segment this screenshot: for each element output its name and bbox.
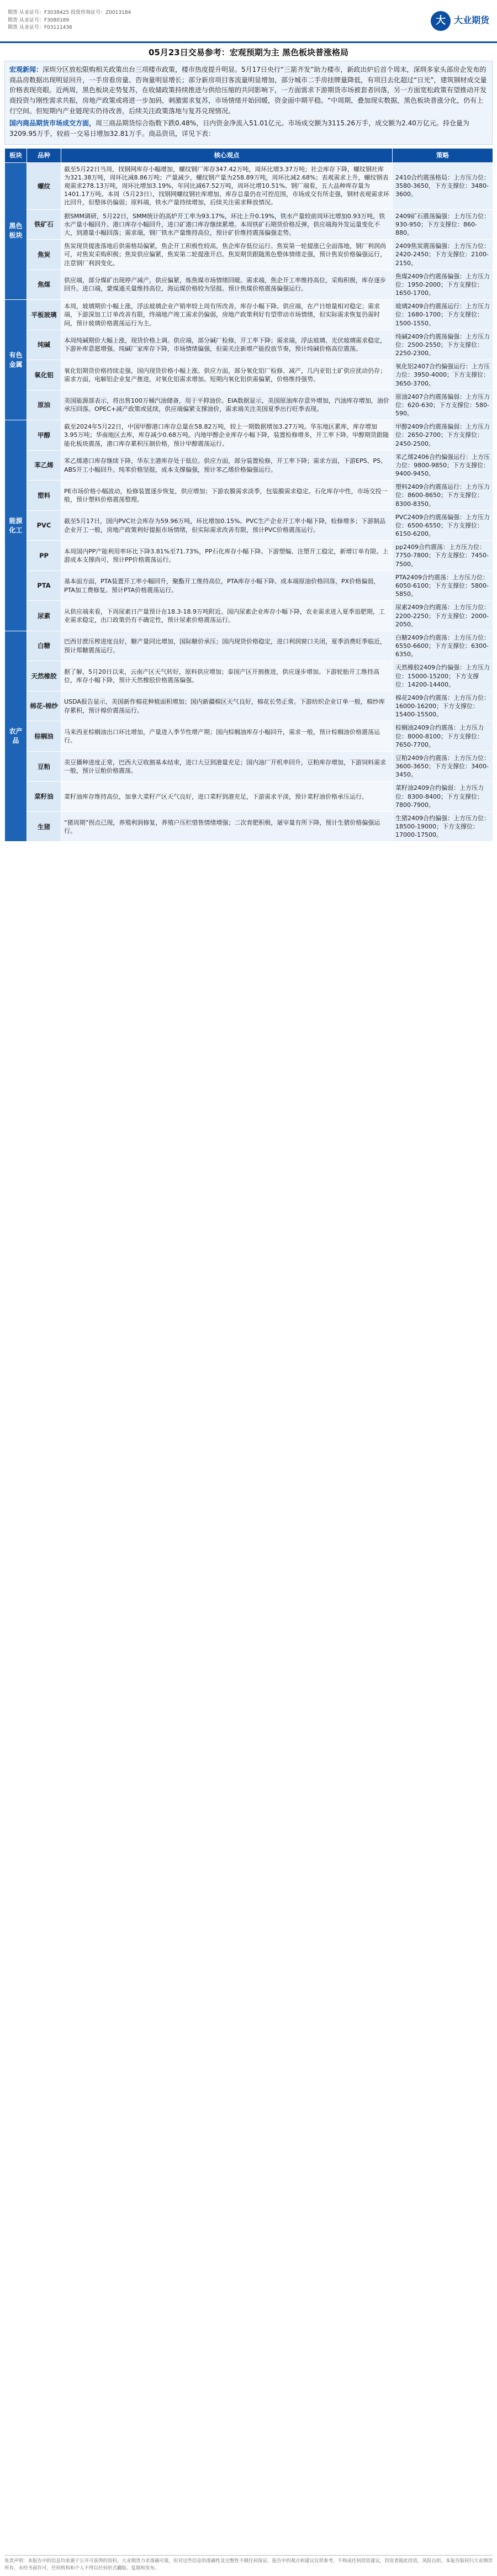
item-cell: 螺纹	[27, 162, 61, 209]
header-strategy: 策略	[393, 149, 493, 162]
item-cell: PP	[27, 541, 61, 571]
view-cell: 截至5月22日当周，找钢网库存小幅增加，螺纹钢厂库存347.42万吨，周环比增3.37万吨；社会库存下降，螺纹钢社库为321.38万吨，周环比减8.86万吨；产量减少，螺纹钢产量为258.89万吨，周环比减2.68%；表观需求上升，螺纹钢表观需求278.13万吨，周环比增加3.19%，年同比减67.52万吨，周环比增10.51%。钢厂端看，五大品种库存量为1401.17万吨。本周（5月23日），找钢网螺纹钢社库增加，库存总量仍在可控范围，市场成交有所走强，钢材表观需求环比回升，但整体仍偏弱；原料端，铁水产量持续增加，后续关注需求释放情况。	[61, 162, 393, 209]
strategy-cell: 塑料2409合约震荡运行：上方压力位：8600-8650；下方支撑位：8300-8350。	[393, 481, 493, 511]
view-cell: 据了解，5月20日以来，云南产区天气转好，原料供应增加；泰国产区开割推进，供应逐步增加。下游轮胎开工维持高位，库存小幅下降，预计天然橡胶价格震荡偏强。	[61, 661, 393, 691]
strategy-cell: 2409矿石震荡偏强：上方压力位：930-950；下方支撑位：860-880。	[393, 209, 493, 240]
view-cell: 巴西甘蔗压榨进度良好，糖产量同比增加，国际糖价承压；国内现货价格稳定，进口利润窗口关闭，夏季消费旺季临近，预计郑糖震荡运行。	[61, 631, 393, 661]
item-cell: 铁矿石	[27, 209, 61, 240]
table-row	[5, 721, 493, 752]
summary-macro-label: 宏观新闻：	[9, 66, 43, 74]
view-cell: 本周，玻璃期价小幅上涨，浮法玻璃企业产销率较上周有所改善，库存小幅下降。供应端，在产日熔量相对稳定；需求端，下游深加工订单改善有限，终端地产竣工需求仍偏弱，房地产政策利好有望带动市场情绪，但实际需求恢复仍需时间，预计玻璃价格震荡运行为主。	[61, 300, 393, 330]
strategy-cell: 菜籽油2409合约偏弱：上方压力位：8300-8400；下方支撑位：7800-7900。	[393, 782, 493, 812]
sector-cell: 有色金属	[5, 300, 27, 420]
view-cell: 氧化铝期货价格持续走强，国内现货价格小幅上涨。供应方面，部分氧化铝厂检修、减产，几内亚铝土矿供应扰动仍存；需求方面，电解铝企业复产推进，对氧化铝需求增加。短期内氧化铝供需偏紧，价格维持强势。	[61, 360, 393, 390]
item-cell: 甲醇	[27, 420, 61, 451]
view-cell: 本周国内PP产能利用率环比下降3.81%至71.73%，PP石化库存小幅下降。下游塑编、注塑开工稳定，新增订单有限。上游成本支撑尚可，预计PP价格震荡运行。	[61, 541, 393, 571]
summary-macro-news	[9, 65, 488, 116]
macro-summary	[4, 61, 493, 145]
sector-cell: 农产品	[5, 631, 27, 842]
table-row	[5, 162, 493, 209]
item-cell: 纯碱	[27, 330, 61, 360]
table-row	[5, 360, 493, 390]
header-sector: 板块	[5, 149, 27, 162]
item-cell: 氧化铝	[27, 360, 61, 390]
item-cell: 原油	[27, 390, 61, 420]
view-cell: USDA报告显示，美国新作棉花种植面积增加；国内新疆棉区天气良好，棉花长势正常。下游纺织企业订单一般，棉纱库存累积，预计棉价震荡运行。	[61, 691, 393, 721]
item-cell: PTA	[27, 571, 61, 601]
strategy-cell: 白糖2409合约震荡：上方压力位：6550-6600；下方支撑位：6300-6350。	[393, 631, 493, 661]
view-cell: 据SMM调研，5月22日，SMM统计的高炉开工率为93.17%，环比上升0.19%，铁水产量较前周环比增加0.93万吨，铁水产量小幅回升。港口库存小幅回升，进口矿港口库存继续累增。本周铁矿石期货价格反弹，供应端海外发运量变化不大，到港量小幅回落；需求端，钢厂铁水产量维持高位，预计矿价维持震荡偏强走势。	[61, 209, 393, 240]
table-row	[5, 330, 493, 360]
company-logo	[431, 11, 489, 31]
item-cell: 生猪	[27, 811, 61, 842]
view-cell: 美国能源部表示，将出售100万桶汽油储备，用于平抑油价。EIA数据显示，美国原油库存意外增加，汽油库存增加，油价承压回落。OPEC+减产政策或延续，供应端偏紧支撑油价，需求端关注美国夏季出行旺季表现。	[61, 390, 393, 420]
item-cell: 棉花-棉纱	[27, 691, 61, 721]
table-row	[5, 510, 493, 541]
view-cell: “猪周期”拐点已现，养殖利润修复，养殖户压栏惜售情绪增强；二次育肥积极，屠宰量有所下降，预计生猪价格偏强运行。	[61, 811, 393, 842]
item-cell: 菜籽油	[27, 782, 61, 812]
strategy-cell: 天然橡胶2409合约偏强：上方压力位：15000-15200；下方支撑位：14200-14400。	[393, 661, 493, 691]
header-view: 核心观点	[61, 149, 393, 162]
report-header	[0, 0, 497, 43]
item-cell: 塑料	[27, 481, 61, 511]
strategy-cell: 棕榈油2409合约震荡：上方压力位：8000-8100；下方支撑位：7650-7700。	[393, 721, 493, 752]
view-cell: 供应端，部分煤矿出现停产减产，供应偏紧，炼焦煤市场情绪回暖。需求端，焦企开工率维持高位，采购积极，库存逐步回升。进口端，蒙煤通关量维持高位，海运煤价格较为坚挺。预计焦煤价格震荡偏强运行。	[61, 270, 393, 300]
item-cell: 焦煤	[27, 270, 61, 300]
credential-line-1: 期货 从业证号：F3038425 投资咨询证号：Z0013184	[8, 10, 131, 16]
strategy-cell: 2410合约震荡格局：上方压力位：3580-3650，下方支撑位：3480-3600。	[393, 162, 493, 209]
strategy-cell: 豆粕2409合约震荡：上方压力位：3600-3650；下方支撑位：3400-3450。	[393, 751, 493, 782]
strategy-cell: 原油2407合约震荡偏弱：上方压力位：620-630；下方支撑位：580-590。	[393, 390, 493, 420]
table-header-row	[5, 149, 493, 162]
table-row	[5, 661, 493, 691]
strategy-cell: 纯碱2409合约震荡偏强：上方压力位：2500-2550；下方支撑位：2250-2300。	[393, 330, 493, 360]
table-row	[5, 240, 493, 270]
disclaimer: 免责声明：本报告中的信息均来源于公开可获得的资料，大业期货力求准确可靠，但对这些信息的准确性及完整性不做任何保证。报告中的观点和建议仅供参考，不构成任何投资建议，投资者据此投资，风险自担。本报告版权归大业期货所有，未经书面许可，任何机构和个人不得以任何形式翻版、复制和发布。	[4, 2555, 493, 2572]
logo-icon: 大	[431, 11, 451, 31]
table-row	[5, 390, 493, 420]
credential-line-2: 期货 从业证号：F3080189	[8, 17, 70, 23]
view-cell: PE市场价格小幅波动，检修装置逐步恢复，供应增加；下游农膜需求淡季，包装膜需求稳定。石化库存中性，市场交投一般，预计塑料价格震荡整理。	[61, 481, 393, 511]
view-cell: 截至5月17日，国内PVC社会库存为59.96万吨，环比增加0.15%。PVC生产企业开工率小幅下降，检修增多；下游制品企业开工一般，房地产政策利好提振市场情绪，但实际需求改善有限，预计PVC价格震荡运行。	[61, 510, 393, 541]
table-row	[5, 209, 493, 240]
table-row	[5, 270, 493, 300]
summary-market-stats	[9, 118, 488, 139]
strategy-cell: PTA2409合约震荡：上方压力位：6050-6100；下方支撑位：5800-5850。	[393, 571, 493, 601]
view-cell: 马来西亚棕榈油出口环比增加，产量进入季节性增产期；国内棕榈油库存小幅回升，需求一般，预计棕榈油价格震荡运行。	[61, 721, 393, 752]
strategy-cell: 2409焦炭震荡偏强：上方压力位：2420-2450；下方支撑位：2100-2150。	[393, 240, 493, 270]
strategy-cell: 棉花2409合约震荡：上方压力位：16000-16200；下方支撑位：15400-15500。	[393, 691, 493, 721]
strategy-cell: 玻璃2409合约震荡运行：上方压力位：1680-1700；下方支撑位：1500-1550。	[393, 300, 493, 330]
table-row	[5, 631, 493, 661]
header-item: 品种	[27, 149, 61, 162]
strategy-cell: 焦煤2409合约震荡偏强：上方压力位：1950-2000；下方支撑位：1650-1700。	[393, 270, 493, 300]
table-row	[5, 481, 493, 511]
view-cell: 苯乙烯港口库存继续下降，华东主港库存处于低位。供应方面，部分装置检修，开工率下降；需求方面，下游EPS、PS、ABS开工小幅回升。纯苯价格坚挺，成本支撑偏强，预计苯乙烯价格偏强运行。	[61, 450, 393, 481]
summary-market-text: 周三商品期货综合指数下跌0.48%，日内资金净流入51.01亿元。市场成交额为3115.26万手，成交额为2.40万亿元。持仓量为3209.95万手，较前一交易日增加32.81万手。商品资讯，详见下表：	[9, 119, 469, 138]
sector-cell: 黑色板块	[5, 162, 27, 299]
strategy-cell: 氧化铝2407合约偏强运行：上方压力位：3950-4000；下方支撑位：3650-3700。	[393, 360, 493, 390]
summary-market-label: 国内商品期货市场成交方面，	[9, 119, 96, 128]
strategy-cell: 尿素2409合约震荡：上方压力位：2200-2250；下方支撑位：2000-2050。	[393, 601, 493, 631]
table-row	[5, 541, 493, 571]
view-cell: 焦炭现货提涨落地后供需格局偏紧，焦企开工积极性较高，焦企库存低位运行。焦炭第一轮提涨已全面落地，钢厂利润尚可，对焦炭采购积极；焦炭供应偏紧，焦炭第二轮提涨开启。焦炭期货跟随黑色整体情绪走强，预计焦炭价格偏强运行，注意钢厂利润变化。	[61, 240, 393, 270]
item-cell: 天然橡胶	[27, 661, 61, 691]
view-cell: 基本面方面，PTA装置开工率小幅回升，聚酯开工维持高位，PTA库存小幅下降。成本端原油价格回落，PX价格偏弱，PTA加工费修复。预计PTA价格震荡运行。	[61, 571, 393, 601]
table-row	[5, 691, 493, 721]
table-row	[5, 601, 493, 631]
credential-line-3: 期货 从业证号：F03111436	[8, 25, 72, 31]
item-cell: 白糖	[27, 631, 61, 661]
item-cell: 豆粕	[27, 751, 61, 782]
view-cell: 菜籽油库存维持高位，加拿大菜籽产区天气良好，进口菜籽到港充足，下游需求平淡，预计菜籽油价格承压运行。	[61, 782, 393, 812]
commodity-table	[4, 148, 493, 842]
table-row	[5, 420, 493, 451]
item-cell: 棕榈油	[27, 721, 61, 752]
sector-cell: 能源化工	[5, 420, 27, 631]
item-cell: 尿素	[27, 601, 61, 631]
summary-macro-text: 深圳分区放松限购相关政策出台三项楼市政策，楼市热度提升明显。5月17日央行“三箭齐发”助力楼市，新政出炉后首个周末，深圳多家头部房企发布的商品房数据出现明显回升，一手房看房量、咨询量明显增长；部分新房项目客流量明显增加，部分城市二手房挂牌量降低，有项目去化超过“日光”，建筑钢材成交量价格表现亮眼。近两周，黑色板块走势复苏，在收储政策持续推进与供给压缩的共同影响下，一方面需求下游期货市场被套者回落，另一方面宽松政策有望推动开发商投资与刚性需求共振，房地产政策或将进一步加码，刺激需求复苏，市场情绪开始回暖，资金面中期平稳。“中周期，叠加现实数据，黑色板块普涨分化，仍有上行空间。但短期内产业链现实仍待改善，后续关注政策落地与复苏兑现情况。	[9, 66, 487, 115]
item-cell: 苯乙烯	[27, 450, 61, 481]
page-title: 05月23日交易参考：宏观预期为主 黑色板块普涨格局	[149, 47, 348, 57]
table-row	[5, 782, 493, 812]
view-cell: 美豆播种进度正常，巴西大豆收割基本结束，进口大豆到港量充足；国内油厂开机率回升，豆粕库存增加，下游饲料需求一般，预计豆粕价格震荡。	[61, 751, 393, 782]
table-row	[5, 751, 493, 782]
table-row	[5, 450, 493, 481]
table-body	[5, 162, 493, 842]
item-cell: PVC	[27, 510, 61, 541]
strategy-cell: 生猪2409合约偏强：上方压力位：18500-19000；下方支撑位：17000-17500。	[393, 811, 493, 842]
logo-text: 大业期货	[453, 15, 489, 26]
strategy-cell: 甲醇2409合约震荡偏弱：上方压力位：2650-2700；下方支撑位：2450-2500。	[393, 420, 493, 451]
item-cell: 焦炭	[27, 240, 61, 270]
item-cell: 平板玻璃	[27, 300, 61, 330]
strategy-cell: pp2409合约震荡：上方压力位：7750-7800；下方支撑位：7450-7500。	[393, 541, 493, 571]
view-cell: 本周纯碱期价大幅上涨，现货价格上调。供应端，部分碱厂检修，开工率下降；需求端，浮法玻璃、光伏玻璃需求稳定，下游补库意愿增强。纯碱厂家库存下降，市场情绪偏强，但需关注新增产能投放节奏，预计纯碱价格高位震荡。	[61, 330, 393, 360]
table-row	[5, 811, 493, 842]
strategy-cell: 苯乙烯2406合约偏强运行：上方压力位：9800-9850；下方支撑位：9400-9450。	[393, 450, 493, 481]
view-cell: 截至2024年5月22日，中国甲醇港口库存总量在58.82万吨，较上一期数据增加3.27万吨。华东地区累库，库存增加3.95万吨；华南地区去库，库存减少0.68万吨。内地甲醇企业库存小幅下降，装置检修增多，开工率下降。甲醇期货跟随能化板块震荡，港口库存累积压制价格，预计甲醇震荡运行。	[61, 420, 393, 451]
view-cell: 从供应端来看，下周尿素日产量预计在18.3-18.9万吨附近。国内尿素企业库存小幅下降，农业需求进入夏季追肥期，工业需求稳定，出口政策仍有不确定性，预计尿素价格震荡运行。	[61, 601, 393, 631]
strategy-cell: PVC2409合约震荡偏强：上方压力位：6500-6550；下方支撑位：6150-6200。	[393, 510, 493, 541]
analyst-credentials	[8, 9, 131, 32]
table-row	[5, 300, 493, 330]
table-row	[5, 571, 493, 601]
